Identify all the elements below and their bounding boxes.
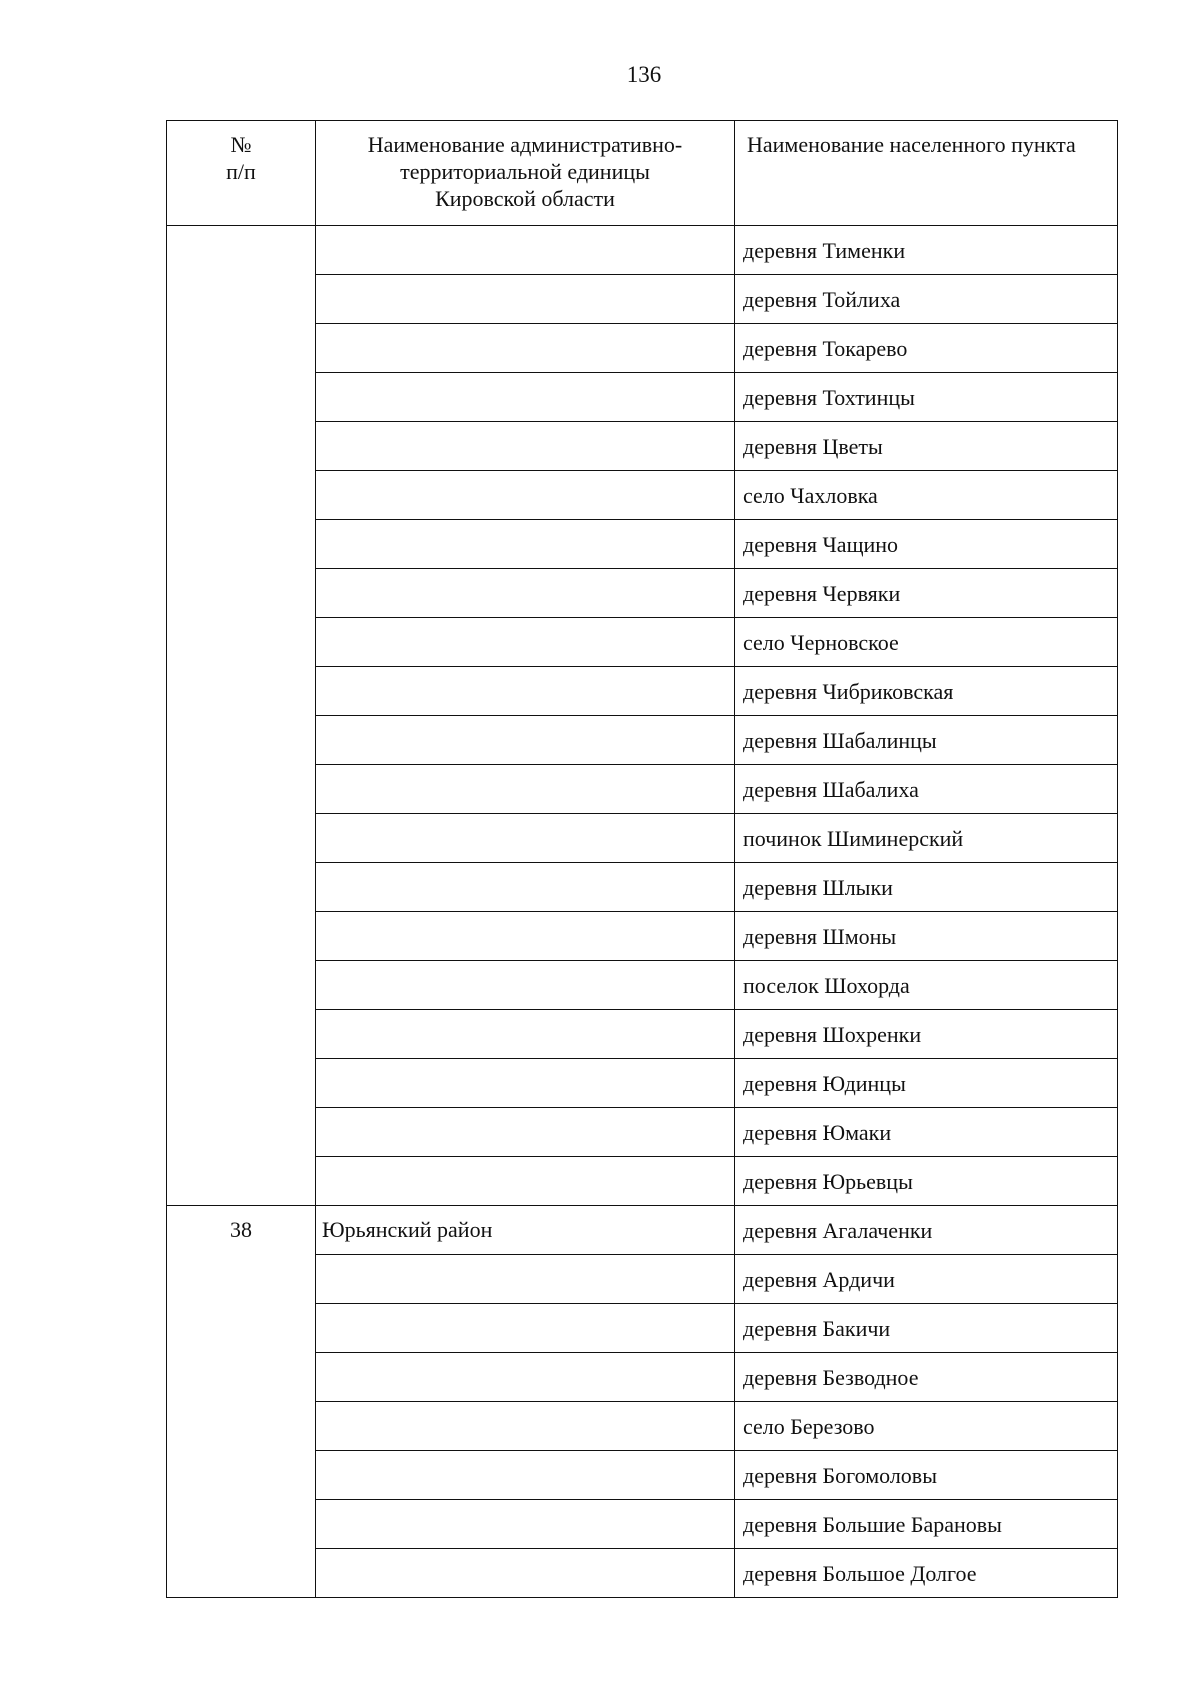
row-admin-unit-cell: Юрьянский район	[316, 1206, 735, 1255]
table-row	[167, 324, 1118, 373]
row-admin-unit-cell	[316, 961, 735, 1010]
row-settlement-cell: село Чахловка	[735, 471, 1118, 520]
row-number-cell	[167, 1255, 316, 1304]
table-row	[167, 422, 1118, 471]
row-number-cell	[167, 912, 316, 961]
table-row	[167, 1353, 1118, 1402]
row-settlement-cell: деревня Токарево	[735, 324, 1118, 373]
row-admin-unit-cell	[316, 765, 735, 814]
row-admin-unit-cell	[316, 1451, 735, 1500]
table-row	[167, 1059, 1118, 1108]
row-number-cell	[167, 1304, 316, 1353]
row-settlement-cell: деревня Шохренки	[735, 1010, 1118, 1059]
row-number-cell	[167, 1451, 316, 1500]
row-admin-unit-cell	[316, 1304, 735, 1353]
row-number-cell	[167, 765, 316, 814]
row-settlement-cell: деревня Тименки	[735, 226, 1118, 275]
row-settlement-cell: деревня Червяки	[735, 569, 1118, 618]
table-header	[167, 121, 1118, 226]
row-settlement-cell: деревня Цветы	[735, 422, 1118, 471]
row-settlement-cell: село Черновское	[735, 618, 1118, 667]
table-row	[167, 765, 1118, 814]
row-admin-unit-cell	[316, 1549, 735, 1598]
row-settlement-cell: деревня Тохтинцы	[735, 373, 1118, 422]
row-number-cell	[167, 1402, 316, 1451]
row-settlement-cell: деревня Юрьевцы	[735, 1157, 1118, 1206]
table-row	[167, 961, 1118, 1010]
row-number-cell	[167, 961, 316, 1010]
row-number-cell	[167, 1500, 316, 1549]
table-row	[167, 1402, 1118, 1451]
header-row	[167, 121, 1118, 226]
row-settlement-cell: починок Шиминерский	[735, 814, 1118, 863]
row-admin-unit-cell	[316, 422, 735, 471]
row-settlement-cell: деревня Богомоловы	[735, 1451, 1118, 1500]
row-settlement-cell: деревня Юдинцы	[735, 1059, 1118, 1108]
row-number-cell	[167, 716, 316, 765]
header-admin-unit-line2: территориальной единицы	[400, 159, 650, 184]
table-row	[167, 1206, 1118, 1255]
row-admin-unit-cell	[316, 814, 735, 863]
row-number-cell	[167, 667, 316, 716]
row-admin-unit-cell	[316, 716, 735, 765]
row-number-cell	[167, 1059, 316, 1108]
row-number-cell	[167, 520, 316, 569]
header-settlement: Наименование населенного пункта	[735, 121, 1118, 226]
row-admin-unit-cell	[316, 618, 735, 667]
row-settlement-cell: деревня Ардичи	[735, 1255, 1118, 1304]
row-settlement-cell: деревня Шлыки	[735, 863, 1118, 912]
row-settlement-cell: деревня Шабалиха	[735, 765, 1118, 814]
row-settlement-cell: деревня Юмаки	[735, 1108, 1118, 1157]
header-admin-unit-line3: Кировской области	[435, 186, 615, 211]
row-admin-unit-cell	[316, 471, 735, 520]
header-admin-unit-line1: Наименование административно-	[367, 132, 683, 157]
header-number-line1: №	[230, 132, 252, 157]
row-admin-unit-cell	[316, 520, 735, 569]
table-row	[167, 471, 1118, 520]
table-row	[167, 373, 1118, 422]
row-admin-unit-cell	[316, 1108, 735, 1157]
table-row	[167, 226, 1118, 275]
row-number-cell	[167, 1353, 316, 1402]
row-settlement-cell: деревня Шабалинцы	[735, 716, 1118, 765]
table-row	[167, 520, 1118, 569]
table-row	[167, 1157, 1118, 1206]
table-row	[167, 863, 1118, 912]
table-row	[167, 1108, 1118, 1157]
row-admin-unit-cell	[316, 1353, 735, 1402]
row-admin-unit-cell	[316, 324, 735, 373]
row-number-cell	[167, 226, 316, 275]
row-number-cell	[167, 373, 316, 422]
row-settlement-cell: деревня Безводное	[735, 1353, 1118, 1402]
table-row	[167, 618, 1118, 667]
row-number-cell	[167, 275, 316, 324]
row-settlement-cell: село Березово	[735, 1402, 1118, 1451]
header-number-line2: п/п	[226, 159, 256, 184]
row-number-cell	[167, 814, 316, 863]
row-number-cell	[167, 1010, 316, 1059]
row-settlement-cell: деревня Чащино	[735, 520, 1118, 569]
row-admin-unit-cell	[316, 569, 735, 618]
row-admin-unit-cell	[316, 1402, 735, 1451]
table-row	[167, 1255, 1118, 1304]
table-row	[167, 667, 1118, 716]
row-admin-unit-cell	[316, 1500, 735, 1549]
table-row	[167, 716, 1118, 765]
table-row	[167, 1500, 1118, 1549]
row-admin-unit-cell	[316, 863, 735, 912]
row-settlement-cell: деревня Тойлиха	[735, 275, 1118, 324]
row-admin-unit-cell	[316, 1157, 735, 1206]
row-settlement-cell: деревня Чибриковская	[735, 667, 1118, 716]
row-number-cell: 38	[167, 1206, 316, 1255]
table-row	[167, 1549, 1118, 1598]
row-admin-unit-cell	[316, 275, 735, 324]
row-number-cell	[167, 1108, 316, 1157]
settlements-table	[166, 120, 1118, 1598]
header-number	[167, 121, 316, 226]
row-number-cell	[167, 1549, 316, 1598]
row-settlement-cell: деревня Большие Барановы	[735, 1500, 1118, 1549]
row-settlement-cell: деревня Агалаченки	[735, 1206, 1118, 1255]
row-admin-unit-cell	[316, 226, 735, 275]
row-number-cell	[167, 324, 316, 373]
header-admin-unit	[316, 121, 735, 226]
row-number-cell	[167, 569, 316, 618]
row-settlement-cell: поселок Шохорда	[735, 961, 1118, 1010]
row-number-cell	[167, 863, 316, 912]
table-row	[167, 912, 1118, 961]
row-admin-unit-cell	[316, 1255, 735, 1304]
row-admin-unit-cell	[316, 667, 735, 716]
row-number-cell	[167, 422, 316, 471]
table-row	[167, 275, 1118, 324]
table-row	[167, 1304, 1118, 1353]
table-row	[167, 569, 1118, 618]
row-settlement-cell: деревня Шмоны	[735, 912, 1118, 961]
row-settlement-cell: деревня Бакичи	[735, 1304, 1118, 1353]
row-admin-unit-cell	[316, 373, 735, 422]
table-row	[167, 1010, 1118, 1059]
page-number: 136	[626, 62, 662, 87]
row-number-cell	[167, 618, 316, 667]
table-row	[167, 814, 1118, 863]
row-settlement-cell: деревня Большое Долгое	[735, 1549, 1118, 1598]
row-admin-unit-cell	[316, 1010, 735, 1059]
row-number-cell	[167, 471, 316, 520]
table-row	[167, 1451, 1118, 1500]
row-admin-unit-cell	[316, 1059, 735, 1108]
table-body	[167, 226, 1118, 1598]
row-admin-unit-cell	[316, 912, 735, 961]
row-number-cell	[167, 1157, 316, 1206]
